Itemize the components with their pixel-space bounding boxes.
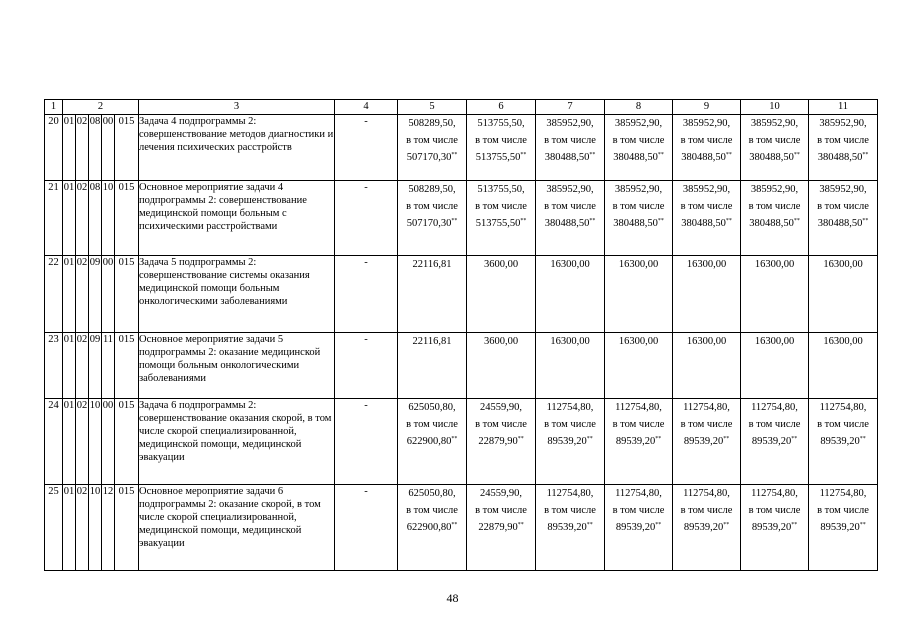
code-segment: 015 <box>115 333 139 399</box>
amount-cell <box>536 333 605 399</box>
amount-cell <box>398 115 467 181</box>
amount-included: 513755,50 <box>475 218 521 229</box>
row-number: 22 <box>45 256 63 333</box>
amount-subnote: в том числе <box>544 201 596 212</box>
footnote-mark: ** <box>451 218 458 224</box>
amount-total: 16300,00 <box>618 336 659 347</box>
amount-total: 16300,00 <box>823 336 863 347</box>
amount-included: 380488,50 <box>681 152 726 163</box>
header-col-2: 2 <box>63 100 139 115</box>
footnote-mark: ** <box>520 218 527 224</box>
amount-subnote: в том числе <box>544 135 596 146</box>
amount-subnote: в том числе <box>817 135 869 146</box>
footnote-mark: ** <box>451 152 458 158</box>
amount-subnote: в том числе <box>406 419 458 430</box>
code-segment: 10 <box>89 399 102 485</box>
amount-included: 380488,50 <box>544 218 590 229</box>
amount-cell <box>398 181 467 256</box>
amount-subnote: в том числе <box>680 505 733 516</box>
amount-total: 16300,00 <box>686 336 727 347</box>
table-row <box>45 485 878 571</box>
code-segment: 015 <box>115 485 139 571</box>
code-segment: 01 <box>63 181 76 256</box>
amount-total: 112754,80, <box>683 488 730 499</box>
amount-subnote: в том числе <box>680 419 733 430</box>
header-col-4: 4 <box>335 100 398 115</box>
amount-cell <box>673 181 741 256</box>
code-segment: 11 <box>102 333 115 399</box>
amount-subnote: в том числе <box>544 505 596 516</box>
row-description: Основное мероприятие задачи 4 подпрограммы 2: совершенствование медицинской помощи больным с психическими расстройствами <box>139 181 335 256</box>
code-segment: 02 <box>76 181 89 256</box>
col4-value: - <box>335 115 398 181</box>
footnote-mark: ** <box>586 436 593 442</box>
amount-total: 24559,90, <box>480 402 522 413</box>
amount-included: 380488,50 <box>749 218 794 229</box>
amount-included: 89539,20 <box>547 436 587 447</box>
row-description: Задача 5 подпрограммы 2: совершенствование системы оказания медицинской помощи больным онкологическими заболеваниями <box>139 256 335 333</box>
footnote-mark: ** <box>862 218 869 224</box>
footnote-mark: ** <box>655 436 662 442</box>
amount-total: 16300,00 <box>550 336 590 347</box>
amount-cell <box>741 256 809 333</box>
amount-total: 385952,90, <box>614 184 663 195</box>
amount-cell <box>741 115 809 181</box>
header-col-3: 3 <box>139 100 335 115</box>
header-col-11: 11 <box>809 100 878 115</box>
footnote-mark: ** <box>793 218 800 224</box>
amount-cell <box>605 181 673 256</box>
amount-cell <box>741 485 809 571</box>
code-segment: 015 <box>115 181 139 256</box>
amount-total: 508289,50, <box>408 184 456 195</box>
footnote-mark: ** <box>657 152 664 158</box>
row-description: Задача 4 подпрограммы 2: совершенствование методов диагностики и лечения психических расстройств <box>139 115 335 181</box>
amount-cell <box>467 181 536 256</box>
amount-subnote: в том числе <box>680 201 733 212</box>
amount-subnote: в том числе <box>612 505 665 516</box>
amount-cell <box>605 256 673 333</box>
footnote-mark: ** <box>451 522 458 528</box>
amount-cell <box>673 333 741 399</box>
amount-total: 3600,00 <box>483 336 519 347</box>
amount-total: 513755,50, <box>477 118 525 129</box>
amount-subnote: в том числе <box>612 201 665 212</box>
page-number: 48 <box>446 591 459 605</box>
amount-cell <box>741 333 809 399</box>
table-row <box>45 115 878 181</box>
amount-cell <box>467 256 536 333</box>
amount-cell <box>605 115 673 181</box>
header-col-9: 9 <box>673 100 741 115</box>
table-row <box>45 181 878 256</box>
row-description: Задача 6 подпрограммы 2: совершенствование оказания скорой, в том числе скорой специализированной, медицинской помощи, медицинской эвакуации <box>139 399 335 485</box>
amount-total: 385952,90, <box>682 118 731 129</box>
code-segment: 02 <box>76 256 89 333</box>
amount-included: 89539,20 <box>547 522 587 533</box>
amount-total: 385952,90, <box>546 184 594 195</box>
amount-cell <box>467 399 536 485</box>
amount-cell <box>809 485 878 571</box>
header-col-7: 7 <box>536 100 605 115</box>
footnote-mark: ** <box>586 522 593 528</box>
row-description: Основное мероприятие задачи 5 подпрограммы 2: оказание медицинской помощи больным онкологическими заболеваниями <box>139 333 335 399</box>
header-col-8: 8 <box>605 100 673 115</box>
code-segment: 02 <box>76 485 89 571</box>
amount-total: 3600,00 <box>483 259 519 270</box>
code-segment: 015 <box>115 115 139 181</box>
amount-included: 507170,30 <box>406 152 452 163</box>
col4-value: - <box>335 485 398 571</box>
amount-subnote: в том числе <box>748 419 801 430</box>
code-segment: 01 <box>63 333 76 399</box>
code-segment: 01 <box>63 485 76 571</box>
footnote-mark: ** <box>791 522 798 528</box>
amount-total: 112754,80, <box>751 488 798 499</box>
amount-total: 385952,90, <box>819 184 867 195</box>
amount-subnote: в том числе <box>406 201 458 212</box>
amount-subnote: в том числе <box>817 505 869 516</box>
amount-included: 507170,30 <box>406 218 452 229</box>
amount-cell <box>809 181 878 256</box>
amount-cell <box>673 399 741 485</box>
amount-subnote: в том числе <box>817 201 869 212</box>
amount-total: 385952,90, <box>750 184 799 195</box>
code-segment: 01 <box>63 115 76 181</box>
row-description: Основное мероприятие задачи 6 подпрограммы 2: оказание скорой, в том числе скорой специализированной, медицинской помощи, медицинской эвакуации <box>139 485 335 571</box>
col4-value: - <box>335 333 398 399</box>
amount-subnote: в том числе <box>475 419 527 430</box>
amount-cell <box>467 333 536 399</box>
amount-cell <box>809 115 878 181</box>
amount-total: 112754,80, <box>683 402 730 413</box>
amount-cell <box>809 256 878 333</box>
row-number: 20 <box>45 115 63 181</box>
amount-included: 89539,20 <box>683 436 724 447</box>
amount-total: 112754,80, <box>615 488 662 499</box>
amount-included: 89539,20 <box>615 522 656 533</box>
amount-cell <box>398 485 467 571</box>
amount-total: 385952,90, <box>750 118 799 129</box>
amount-total: 112754,80, <box>819 402 867 413</box>
amount-included: 380488,50 <box>749 152 794 163</box>
table-row <box>45 256 878 333</box>
amount-cell <box>605 399 673 485</box>
col4-value: - <box>335 256 398 333</box>
amount-included: 380488,50 <box>817 218 863 229</box>
code-segment: 01 <box>63 256 76 333</box>
amount-total: 16300,00 <box>686 259 727 270</box>
amount-total: 16300,00 <box>823 259 863 270</box>
amount-subnote: в том числе <box>544 419 596 430</box>
amount-total: 24559,90, <box>480 488 522 499</box>
amount-cell <box>536 399 605 485</box>
amount-total: 16300,00 <box>550 259 590 270</box>
footnote-mark: ** <box>793 152 800 158</box>
amount-total: 112754,80, <box>546 488 594 499</box>
footnote-mark: ** <box>862 152 869 158</box>
amount-subnote: в том числе <box>748 201 801 212</box>
footnote-mark: ** <box>589 152 596 158</box>
amount-subnote: в том числе <box>475 505 527 516</box>
header-col-1: 1 <box>45 100 63 115</box>
amount-included: 513755,50 <box>475 152 521 163</box>
footnote-mark: ** <box>451 436 458 442</box>
code-segment: 10 <box>89 485 102 571</box>
footnote-mark: ** <box>725 218 732 224</box>
footnote-mark: ** <box>517 436 524 442</box>
code-segment: 02 <box>76 115 89 181</box>
code-segment: 015 <box>115 399 139 485</box>
amount-total: 385952,90, <box>682 184 731 195</box>
amount-included: 89539,20 <box>751 436 792 447</box>
column-number-header <box>45 100 878 115</box>
amount-included: 380488,50 <box>817 152 863 163</box>
footnote-mark: ** <box>791 436 798 442</box>
amount-cell <box>398 333 467 399</box>
amount-cell <box>536 181 605 256</box>
code-segment: 00 <box>102 399 115 485</box>
amount-total: 16300,00 <box>754 259 795 270</box>
footnote-mark: ** <box>859 522 866 528</box>
amount-included: 380488,50 <box>613 218 658 229</box>
amount-cell <box>605 485 673 571</box>
amount-included: 622900,80 <box>406 436 452 447</box>
footnote-mark: ** <box>725 152 732 158</box>
amount-included: 622900,80 <box>406 522 452 533</box>
header-col-10: 10 <box>741 100 809 115</box>
amount-included: 89539,20 <box>820 522 860 533</box>
code-segment: 08 <box>89 115 102 181</box>
amount-subnote: в том числе <box>612 135 665 146</box>
amount-total: 385952,90, <box>819 118 867 129</box>
amount-total: 513755,50, <box>477 184 525 195</box>
amount-included: 380488,50 <box>613 152 658 163</box>
amount-included: 380488,50 <box>681 218 726 229</box>
code-segment: 10 <box>102 181 115 256</box>
code-segment: 08 <box>89 181 102 256</box>
amount-subnote: в том числе <box>475 201 527 212</box>
amount-cell <box>809 333 878 399</box>
amount-total: 112754,80, <box>546 402 594 413</box>
code-segment: 09 <box>89 256 102 333</box>
amount-total: 385952,90, <box>614 118 663 129</box>
footnote-mark: ** <box>589 218 596 224</box>
code-segment: 00 <box>102 256 115 333</box>
amount-cell <box>809 399 878 485</box>
code-segment: 02 <box>76 333 89 399</box>
amount-cell <box>673 115 741 181</box>
amount-total: 625050,80, <box>408 402 456 413</box>
budget-table <box>44 99 878 571</box>
amount-total: 385952,90, <box>546 118 594 129</box>
amount-subnote: в том числе <box>748 135 801 146</box>
amount-cell <box>398 399 467 485</box>
amount-total: 22116,81 <box>412 336 452 347</box>
amount-included: 380488,50 <box>544 152 590 163</box>
amount-subnote: в том числе <box>475 135 527 146</box>
table-row <box>45 399 878 485</box>
amount-subnote: в том числе <box>748 505 801 516</box>
amount-total: 22116,81 <box>412 259 452 270</box>
amount-total: 112754,80, <box>615 402 662 413</box>
amount-subnote: в том числе <box>406 505 458 516</box>
amount-subnote: в том числе <box>680 135 733 146</box>
amount-cell <box>536 115 605 181</box>
amount-total: 508289,50, <box>408 118 456 129</box>
header-col-5: 5 <box>398 100 467 115</box>
amount-cell <box>536 256 605 333</box>
amount-total: 112754,80, <box>751 402 798 413</box>
footnote-mark: ** <box>723 522 730 528</box>
footnote-mark: ** <box>657 218 664 224</box>
amount-cell <box>536 485 605 571</box>
amount-total: 16300,00 <box>618 259 659 270</box>
code-segment: 015 <box>115 256 139 333</box>
code-segment: 00 <box>102 115 115 181</box>
row-number: 24 <box>45 399 63 485</box>
amount-total: 625050,80, <box>408 488 456 499</box>
amount-included: 89539,20 <box>615 436 656 447</box>
amount-total: 112754,80, <box>819 488 867 499</box>
row-number: 25 <box>45 485 63 571</box>
header-col-6: 6 <box>467 100 536 115</box>
footnote-mark: ** <box>655 522 662 528</box>
amount-subnote: в том числе <box>406 135 458 146</box>
amount-total: 16300,00 <box>754 336 795 347</box>
amount-included: 22879,90 <box>478 436 518 447</box>
amount-cell <box>467 115 536 181</box>
amount-cell <box>673 485 741 571</box>
amount-included: 89539,20 <box>683 522 724 533</box>
col4-value: - <box>335 399 398 485</box>
footnote-mark: ** <box>520 152 527 158</box>
amount-cell <box>398 256 467 333</box>
amount-cell <box>605 333 673 399</box>
amount-included: 89539,20 <box>820 436 860 447</box>
amount-cell <box>673 256 741 333</box>
footnote-mark: ** <box>723 436 730 442</box>
amount-included: 89539,20 <box>751 522 792 533</box>
row-number: 23 <box>45 333 63 399</box>
col4-value: - <box>335 181 398 256</box>
amount-included: 22879,90 <box>478 522 518 533</box>
footnote-mark: ** <box>859 436 866 442</box>
amount-cell <box>467 485 536 571</box>
footnote-mark: ** <box>517 522 524 528</box>
amount-subnote: в том числе <box>817 419 869 430</box>
amount-subnote: в том числе <box>612 419 665 430</box>
amount-cell <box>741 399 809 485</box>
code-segment: 02 <box>76 399 89 485</box>
row-number: 21 <box>45 181 63 256</box>
code-segment: 01 <box>63 399 76 485</box>
code-segment: 09 <box>89 333 102 399</box>
table-row <box>45 333 878 399</box>
amount-cell <box>741 181 809 256</box>
code-segment: 12 <box>102 485 115 571</box>
